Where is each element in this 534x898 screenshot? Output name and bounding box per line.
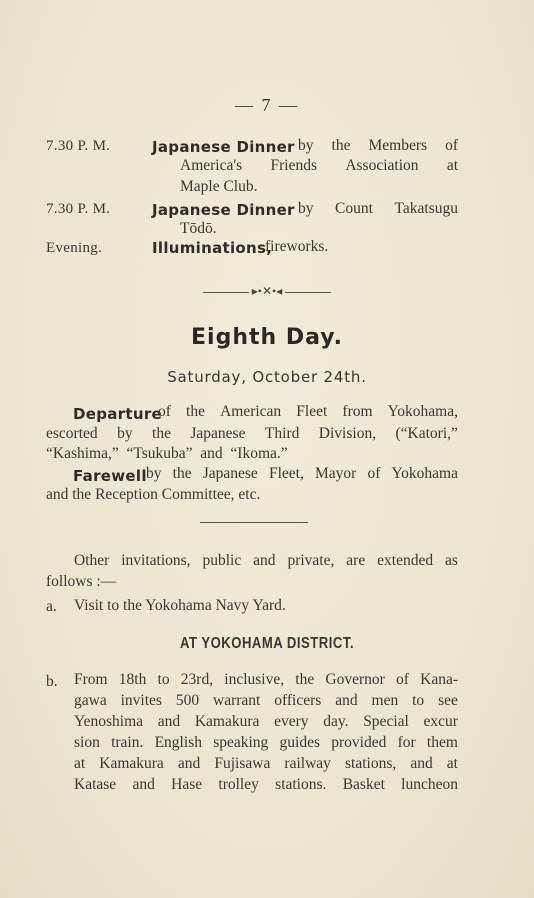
word: Kana-	[420, 671, 458, 688]
word: sion	[74, 734, 100, 751]
word: of	[445, 137, 458, 154]
paragraph-line	[74, 734, 458, 752]
word: guides	[279, 734, 321, 751]
paragraph-line	[46, 425, 458, 443]
word: men	[371, 692, 399, 709]
word: Third	[264, 425, 300, 442]
word: Fleet,	[268, 465, 304, 482]
word: Special	[363, 713, 409, 730]
word: by	[117, 425, 133, 442]
schedule-line: Tōdō.	[180, 220, 217, 237]
paragraph-line: and the Reception Committee, etc.	[46, 486, 261, 503]
word: and	[410, 755, 433, 772]
list-marker: b.	[46, 673, 58, 690]
word: stations,	[344, 755, 397, 772]
word: from	[342, 403, 373, 420]
word: Yokohama,	[387, 403, 458, 420]
word: luncheon	[401, 776, 458, 793]
schedule-time: 7.30 P. M.	[46, 138, 111, 154]
word: Association	[345, 157, 419, 174]
schedule-event: Illuminations,	[152, 239, 273, 257]
word: the	[152, 425, 171, 442]
word: are	[346, 552, 366, 569]
word: Yokohama	[391, 465, 458, 482]
word: at	[74, 755, 86, 772]
paragraph-line	[158, 403, 458, 421]
word: for	[397, 734, 416, 751]
word: railway	[284, 755, 331, 772]
schedule-event: Japanese Dinner	[152, 138, 295, 156]
word: trolley	[218, 776, 259, 793]
schedule-line	[298, 137, 458, 155]
word: to	[157, 671, 170, 688]
word: them	[426, 734, 458, 751]
paragraph-line	[74, 692, 458, 710]
paragraph-line	[74, 776, 458, 794]
day-date: Saturday, October 24th.	[167, 368, 367, 386]
paragraph-line	[74, 671, 458, 689]
paragraph-lead: Farewell	[73, 467, 147, 485]
list-marker: a.	[46, 598, 57, 615]
word: 500	[175, 692, 200, 709]
divider-line	[203, 292, 249, 293]
section-subheading: AT YOKOHAMA DISTRICT.	[179, 635, 355, 652]
word: Members	[368, 137, 428, 154]
word: Friends	[270, 157, 317, 174]
word: Basket	[342, 776, 385, 793]
word: escorted	[46, 425, 98, 442]
word: every	[274, 713, 309, 730]
word: by	[146, 465, 162, 482]
word: 23rd,	[180, 671, 214, 688]
word: at	[446, 157, 458, 174]
word: speaking	[213, 734, 269, 751]
divider-line	[285, 292, 331, 293]
word: English	[154, 734, 202, 751]
schedule-time: 7.30 P. M.	[46, 201, 111, 217]
word: of	[396, 671, 409, 688]
word: extended	[377, 552, 434, 569]
word: Japanese	[190, 425, 246, 442]
word: to	[412, 692, 425, 709]
word: Division,	[318, 425, 377, 442]
word: Count	[335, 200, 373, 217]
schedule-line: Maple Club.	[180, 178, 258, 195]
word: America's	[180, 157, 243, 174]
word: 18th	[118, 671, 147, 688]
word: inclusive,	[224, 671, 285, 688]
page-number: — 7 —	[235, 95, 299, 115]
word: Kamakura	[99, 755, 164, 772]
word: stations.	[275, 776, 327, 793]
word: the	[331, 137, 351, 154]
paragraph-line	[74, 552, 458, 570]
word: Hase	[171, 776, 203, 793]
word: and	[132, 776, 155, 793]
paragraph-line: “Kashima,” “Tsukuba” and “Ikoma.”	[46, 445, 288, 462]
paragraph-line: follows :—	[46, 573, 117, 590]
word: public	[202, 552, 242, 569]
day-heading: Eighth Day.	[191, 325, 343, 350]
word: American	[220, 403, 282, 420]
paragraph-line	[74, 713, 458, 731]
word: by	[298, 200, 314, 217]
schedule-time: Evening.	[46, 240, 103, 256]
word: and	[157, 713, 181, 730]
schedule-line	[298, 200, 458, 218]
section-rule	[200, 522, 308, 523]
word: invites	[120, 692, 162, 709]
paragraph-line	[146, 465, 458, 483]
word: the	[186, 403, 205, 420]
word: train.	[111, 734, 144, 751]
word: Kamakura	[194, 713, 260, 730]
word: excur	[423, 713, 458, 730]
word: private,	[287, 552, 335, 569]
word: (“Katori,”	[395, 425, 458, 442]
word: Fleet	[296, 403, 328, 420]
word: and	[253, 552, 276, 569]
word: at	[446, 755, 458, 772]
word: provided	[331, 734, 387, 751]
word: Governor	[325, 671, 385, 688]
schedule-line	[180, 157, 458, 175]
word: warrant	[213, 692, 261, 709]
word: Takatsugu	[394, 200, 458, 217]
word: as	[445, 552, 458, 569]
word: the	[172, 465, 192, 482]
word: by	[298, 137, 314, 154]
word: of	[158, 403, 171, 420]
word: Yenoshima	[74, 713, 144, 730]
ornament-glyph: ▸•✕•◂	[251, 284, 283, 298]
word: officers	[274, 692, 322, 709]
ornament-divider	[0, 284, 534, 299]
word: Japanese	[202, 465, 258, 482]
schedule-event: Japanese Dinner	[152, 201, 295, 219]
word: invitations,	[121, 552, 191, 569]
word: the	[295, 671, 315, 688]
word: Other	[74, 552, 110, 569]
paragraph-lead: Departure	[73, 405, 163, 423]
paragraph-line	[74, 755, 458, 773]
word: of	[367, 465, 381, 482]
word: see	[438, 692, 458, 709]
schedule-line: fireworks.	[265, 238, 329, 255]
word: and	[177, 755, 201, 772]
word: From	[74, 671, 108, 688]
word: Katase	[74, 776, 117, 793]
word: Mayor	[314, 465, 357, 482]
word: Fujisawa	[214, 755, 271, 772]
list-item-text: Visit to the Yokohama Navy Yard.	[74, 597, 286, 614]
word: and	[335, 692, 358, 709]
word: gawa	[74, 692, 107, 709]
word: day.	[323, 713, 349, 730]
